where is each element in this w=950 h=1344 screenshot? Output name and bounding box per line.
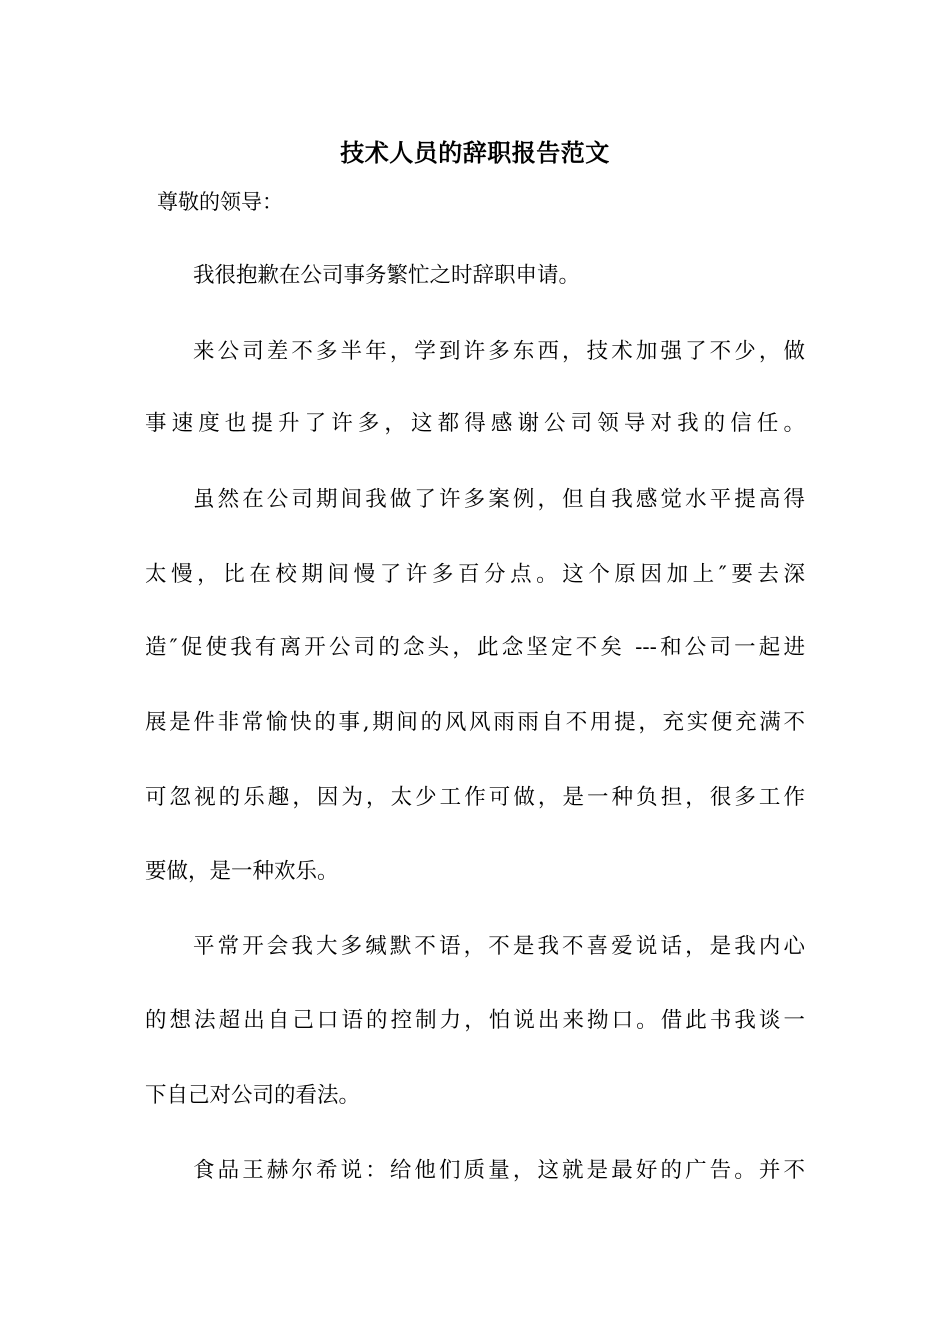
- paragraph-line: 平常开会我大多缄默不语，不是我不喜爱说话，是我内心: [193, 934, 805, 959]
- paragraph-line: 我很抱歉在公司事务繁忙之时辞职申请。: [193, 263, 581, 288]
- paragraph-line: 太慢，比在校期间慢了许多百分点。这个原因加上″要去深: [145, 562, 805, 587]
- paragraph-line: 食品王赫尔希说：给他们质量，这就是最好的广告。并不: [193, 1158, 805, 1183]
- document-title: 技术人员的辞职报告范文: [340, 138, 610, 167]
- paragraph-line: 事速度也提升了许多，这都得感谢公司领导对我的信任。: [145, 411, 805, 436]
- paragraph-line: 下自己对公司的看法。: [145, 1083, 361, 1108]
- paragraph-line: 来公司差不多半年，学到许多东西，技术加强了不少，做: [193, 339, 805, 364]
- paragraph-line: 要做，是一种欢乐。: [145, 859, 339, 884]
- paragraph-line: 虽然在公司期间我做了许多案例，但自我感觉水平提高得: [193, 487, 805, 512]
- paragraph-line: 可忽视的乐趣，因为，太少工作可做，是一种负担，很多工作: [145, 785, 805, 810]
- paragraph-line: 展是件非常愉快的事,期间的风风雨雨自不用提，充实便充满不: [145, 710, 805, 735]
- paragraph-line: 造″促使我有离开公司的念头，此念坚定不矣 ---和公司一起进: [145, 635, 805, 660]
- paragraph-line: 的想法超出自己口语的控制力，怕说出来拗口。借此书我谈一: [145, 1008, 805, 1033]
- greeting: 尊敬的领导：: [157, 190, 283, 214]
